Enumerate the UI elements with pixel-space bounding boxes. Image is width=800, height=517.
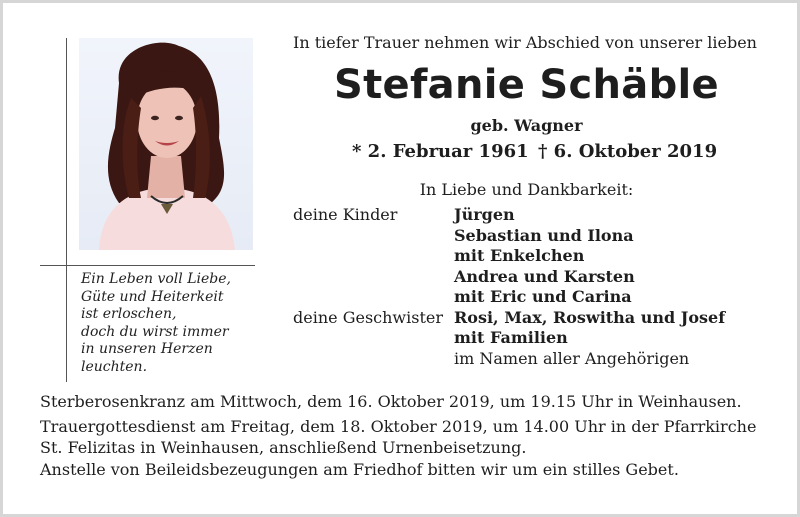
quote-line: doch du wirst immer [81, 323, 229, 340]
horizontal-divider [40, 265, 255, 266]
family-names: Sebastian und Ilona [454, 225, 634, 245]
condolence-notice: Anstelle von Beileidsbezeugungen am Friedhof bitten wir um ein stilles Gebet. [40, 459, 679, 479]
family-names: im Namen aller Angehörigen [454, 348, 690, 368]
portrait-photo [79, 38, 253, 250]
service-notices [40, 391, 756, 480]
memorial-quote [81, 271, 261, 377]
quote-line: Ein Leben voll Liebe, [81, 271, 231, 287]
quote-line: Güte und Heiterkeit [81, 288, 224, 305]
family-names: Andrea und Karsten [454, 266, 635, 286]
birth-date: * 2. Februar 1961 [352, 141, 529, 162]
quote-line: leuchten. [81, 358, 148, 375]
family-names: Jürgen [454, 205, 515, 224]
death-date: † 6. Oktober 2019 [538, 141, 718, 162]
family-names: mit Enkelchen [454, 246, 585, 265]
quote-line: ist erloschen, [81, 306, 177, 323]
dedication-line: In Liebe und Dankbarkeit: [419, 180, 634, 199]
family-relation: deine Geschwister [293, 307, 443, 327]
rosary-notice: Sterberosenkranz am Mittwoch, dem 16. Oktober 2019, um 19.15 Uhr in Weinhausen. [40, 392, 742, 411]
family-names: mit Eric und Carina [454, 287, 632, 306]
maiden-name: geb. Wagner [470, 116, 583, 135]
family-names: Rosi, Max, Roswitha und Josef [454, 307, 726, 327]
quote-line: in unseren Herzen [81, 341, 213, 358]
funeral-notice-line: Trauergottesdienst am Freitag, dem 18. Oktober 2019, um 14.00 Uhr in der Pfarrkirche [40, 416, 757, 436]
deceased-name: Stefanie Schäble [334, 62, 719, 108]
intro-text: In tiefer Trauer nehmen wir Abschied von unserer lieben [293, 33, 757, 52]
family-names: mit Familien [454, 328, 568, 347]
funeral-notice-line: St. Felizitas in Weinhausen, anschließend Urnenbeisetzung. [40, 438, 527, 457]
family-relation: deine Kinder [293, 205, 398, 224]
vertical-divider [66, 38, 67, 382]
